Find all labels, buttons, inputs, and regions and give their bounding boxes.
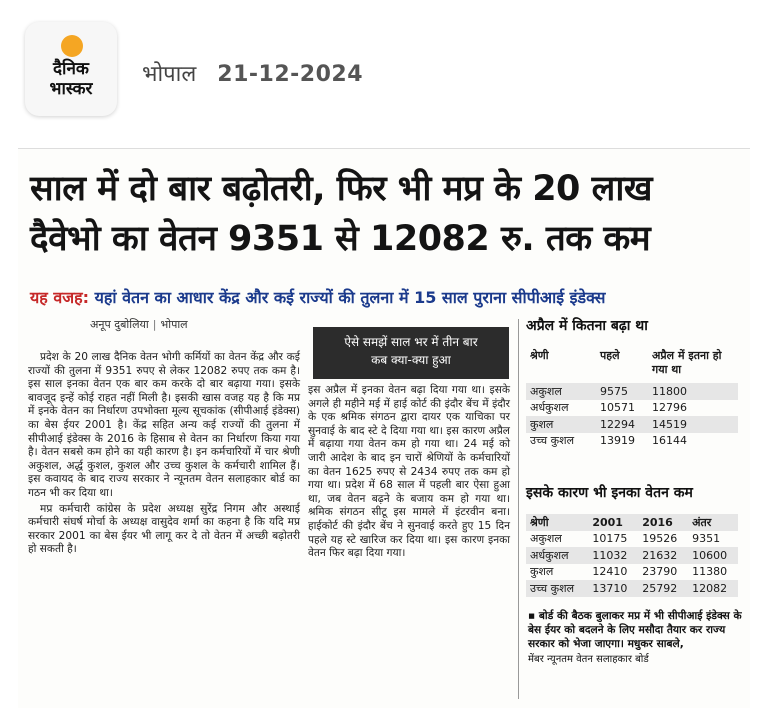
byline-city: भोपाल <box>160 318 188 331</box>
column-divider <box>518 319 519 699</box>
box-heading-line1: ऐसे समझें साल भर में तीन बार <box>344 335 478 349</box>
table-header-cell: 2001 <box>588 514 638 531</box>
box-heading-line2: कब क्या-क्या हुआ <box>371 353 451 367</box>
table-row <box>526 433 738 450</box>
table-header-row <box>526 349 738 383</box>
table-cell: 10571 <box>600 401 635 415</box>
table-header-cell: श्रेणी <box>526 514 588 531</box>
newspaper-clipping <box>18 148 750 708</box>
table-cell: 11380 <box>692 565 728 579</box>
table-cell: 12410 <box>592 565 628 579</box>
table-cell: 12294 <box>596 416 648 433</box>
reason-strap <box>30 286 606 308</box>
table-row <box>526 416 738 433</box>
headline-line2: दैवेभो का वेतन 9351 से 12082 रु. तक कम <box>30 219 651 259</box>
table-cell: अकुशल <box>530 532 562 546</box>
table-cell: अकुशल <box>526 383 596 400</box>
table-cell: 23790 <box>642 565 678 579</box>
reason-label: यह वजह: <box>30 288 90 307</box>
sun-icon <box>61 35 83 57</box>
article-paragraph: प्रदेश के 20 लाख दैनिक वेतन भोगी कर्मियों का वेतन केंद्र और कई राज्यों की तुलना में 9351 रुपए से लेकर 12082 रुपए तक कम है। इस साल इनका वेतन एक बार कम करके दो बार बढ़ाया गया। इसके बावजूद इन्हें कोई राहत नहीं मिली है। इसकी खास वजह यह है कि मप्र में इनके वेतन का निर्धारण उपभोक्ता मूल्य सूचकांक (सीपीआई इंडेक्स) का बेस ईयर 2001 है। केंद्र सहित अन्य कई राज्यों की तुलना में सीपीआई इंडेक्स के 2016 के हिसाब से वेतन का निर्धारण किया गया है। वेतन सबसे कम होने का यही कारण है। इन कर्मचारियों में चार श्रेणी अकुशल, अर्द्ध कुशल, कुशल और उच्च कुशल के कर्मचारी शामिल हैं। इस कवायद के बाद राज्य सरकार ने न्यूनतम वेतन सलाहकार बोर्ड का गठन भी कर दिया था। <box>28 351 300 499</box>
dainik-bhaskar-logo <box>25 22 117 116</box>
table-cell: 11800 <box>648 383 738 400</box>
table-row <box>526 531 738 548</box>
city-label: भोपाल <box>142 62 197 87</box>
table-row <box>526 564 738 581</box>
table-cell: 9575 <box>596 383 648 400</box>
table-cell: 13710 <box>588 580 638 597</box>
table-cell: 19526 <box>642 532 678 546</box>
table2-title: इसके कारण भी इनका वेतन कम <box>526 485 693 501</box>
table-cell: 9351 <box>692 532 721 546</box>
table-header-cell: अंतर <box>688 514 738 531</box>
table-row <box>526 580 738 597</box>
table-header-cell: अप्रैल में इतना हो गया था <box>652 349 722 376</box>
table-cell: उच्च कुशल <box>530 434 575 448</box>
table-header-row <box>526 514 738 531</box>
table-cell: 10175 <box>592 532 628 546</box>
reason-text: यहां वेतन का आधार केंद्र और कई राज्यों की तुलना में 15 साल पुराना सीपीआई इंडेक्स <box>94 288 606 307</box>
table-row <box>526 400 738 417</box>
dateline <box>142 58 363 88</box>
headline-line1: साल में दो बार बढ़ोतरी, फिर भी मप्र के 20 लाख <box>30 169 653 209</box>
table-cell: अर्धकुशल <box>530 401 569 415</box>
byline: अनूप दुबोलिया | भोपाल <box>90 318 188 331</box>
table-cell: 21632 <box>638 547 688 564</box>
table-cell: उच्च कुशल <box>526 580 588 597</box>
article-column-2: इस अप्रैल में इनका वेतन बढ़ा दिया गया था। इसके अगले ही महीने मई में हाई कोर्ट की इंदौर बेंच में इंदौर के एक श्रमिक संगठन द्वारा दायर एक याचिका पर सुनवाई के बाद स्टे दे दिया गया था। इस कारण अप्रैल में बढ़ाया गया वेतन कम हो गया था। 24 मई को जारी आदेश के बाद इन चारों श्रेणियों के कर्मचारियों का वेतन 1625 रुपए से 2434 रुपए तक कम हो गया था। प्रदेश में 68 साल में पहली बार ऐसा हुआ था, जब वेतन बढ़ने के बजाय कम हो गया था। श्रमिक संगठन सीटू इस मामले में इंटरवीन बना। हाईकोर्ट की इंदौर बेंच ने सुनवाई करते हुए 15 दिन पहले यह स्टे खारिज कर दिया था। इस कारण इनका वेतन फिर बढ़ा दिया गया। <box>308 384 510 560</box>
table-header-cell: 2016 <box>638 514 688 531</box>
table-row <box>526 547 738 564</box>
base-year-gap-table <box>526 514 738 597</box>
logo-line2: भास्कर <box>49 79 93 99</box>
table-cell: 11032 <box>588 547 638 564</box>
table1-title: अप्रैल में कितना बढ़ा था <box>526 318 648 334</box>
article-column-1 <box>28 351 300 559</box>
table-cell: 14519 <box>648 416 738 433</box>
table-cell: 13919 <box>600 434 635 448</box>
logo-line1: दैनिक <box>53 59 89 79</box>
board-quote-note <box>528 609 742 667</box>
table-header-cell: पहले <box>600 349 620 362</box>
byline-author: अनूप दुबोलिया <box>90 318 149 331</box>
table-header-cell: श्रेणी <box>530 349 549 362</box>
table-row <box>526 383 738 400</box>
table-cell: कुशल <box>526 416 596 433</box>
table-cell: कुशल <box>530 565 554 579</box>
note-text: ▪ बोर्ड की बैठक बुलाकर मप्र में भी सीपीआई इंडेक्स के बेस ईयर को बदलने के लिए मसौदा तैयार कर राज्य सरकार को भेजा जाएगा। मधुकर साबले, <box>528 610 742 650</box>
table-cell: 12796 <box>652 401 687 415</box>
date-label: 21-12-2024 <box>217 62 364 87</box>
table-cell: अर्धकुशल <box>526 547 588 564</box>
note-role: मेंबर न्यूनतम वेतन सलाहकार बोर्ड <box>528 654 649 665</box>
timeline-box-heading <box>313 327 509 379</box>
april-increase-table <box>526 349 738 449</box>
table-cell: 12082 <box>688 580 738 597</box>
article-paragraph: मप्र कर्मचारी कांग्रेस के प्रदेश अध्यक्ष सुरेंद्र निगम और अस्थाई कर्मचारी संघर्ष मोर्चा के अध्यक्ष वासुदेव शर्मा का कहना है कि यदि मप्र सरकार 2001 का बेस ईयर भी लागू कर दे तो वेतन में अच्छी बढ़ोतरी हो सकती है। <box>28 502 300 556</box>
table-cell: 10600 <box>688 547 738 564</box>
table-cell: 25792 <box>638 580 688 597</box>
table-cell: 16144 <box>652 434 687 448</box>
